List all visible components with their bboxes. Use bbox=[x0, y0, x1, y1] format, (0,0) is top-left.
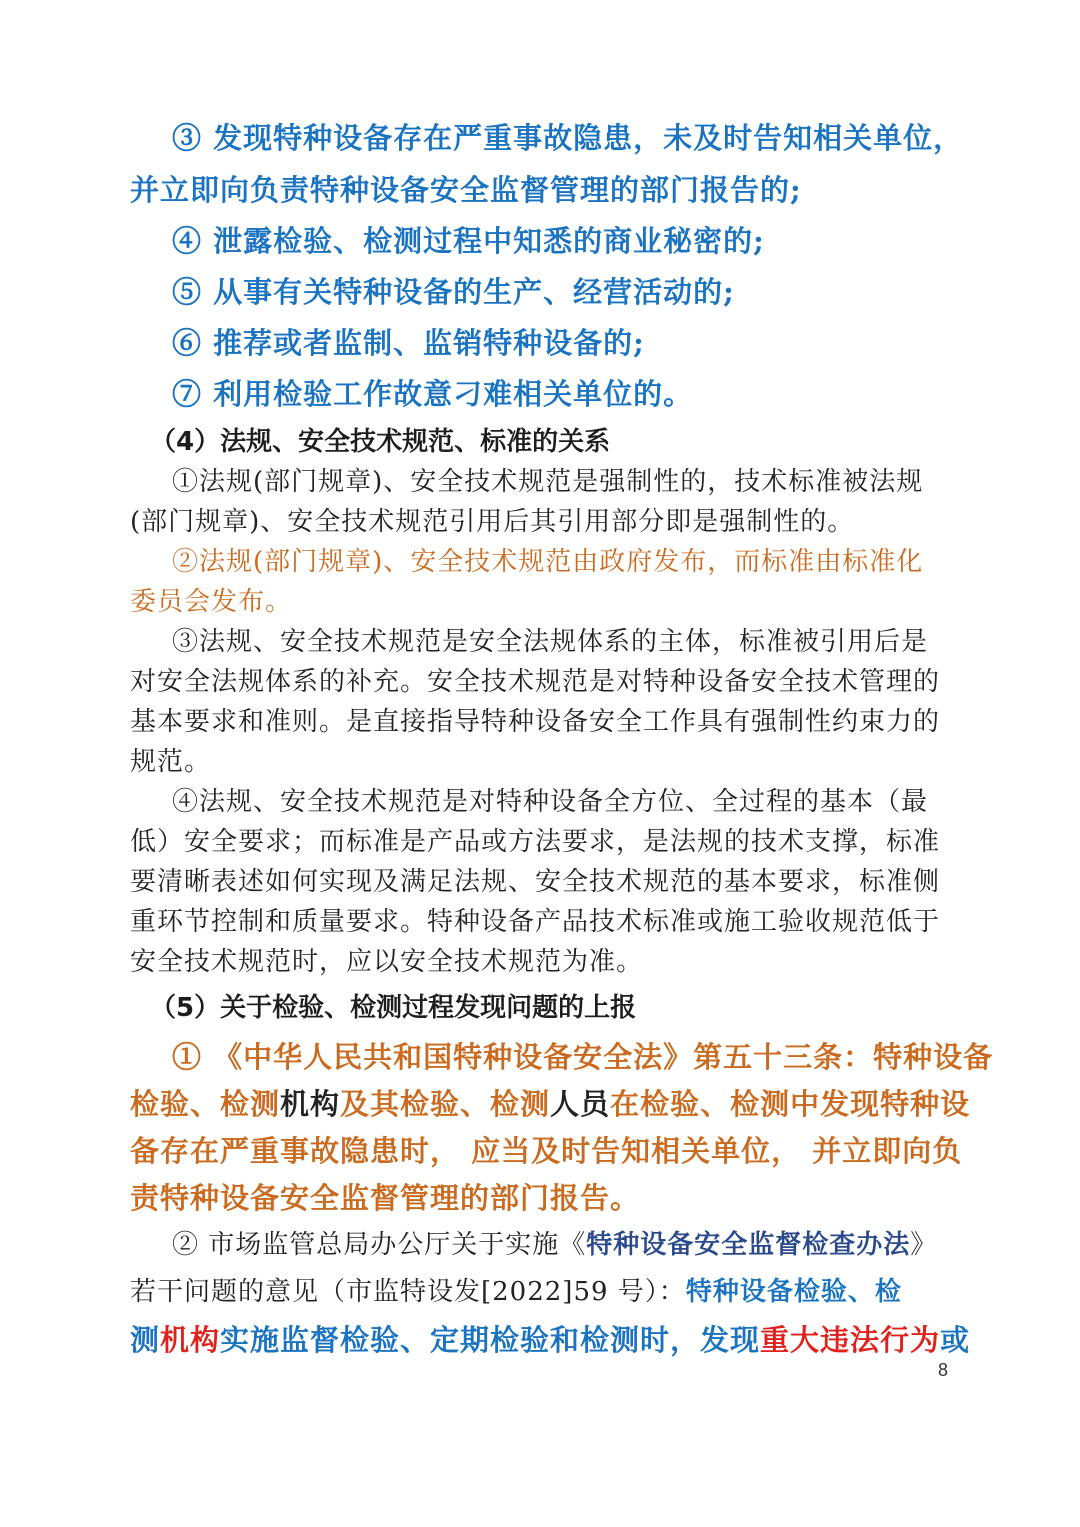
q2-doc-title: 特种设备安全监督检查办法 bbox=[586, 1230, 911, 1260]
s4-p3-line1: ③法规、安全技术规范是安全法规体系的主体，标准被引用后是 bbox=[172, 627, 929, 657]
s5-q2-line1 bbox=[172, 1224, 937, 1261]
s5-q2-line3 bbox=[130, 1318, 970, 1359]
q2-text-j: 或 bbox=[940, 1323, 971, 1357]
item-4: ④ 泄露检验、检测过程中知悉的商业秘密的; bbox=[172, 224, 765, 258]
s4-p4-line4: 重环节控制和质量要求。特种设备产品技术标准或施工验收规范低于 bbox=[130, 907, 941, 937]
q2-text-h: 实施监督检验、定期检验和检测时，发现 bbox=[220, 1323, 761, 1357]
q1-text-b: 机构 bbox=[280, 1087, 341, 1121]
q2-text-f: 测 bbox=[130, 1323, 161, 1357]
s4-p1-line1: ①法规(部门规章)、安全技术规范是强制性的，技术标准被法规 bbox=[172, 467, 924, 497]
q2-text-e: 特种设备检验、检 bbox=[685, 1277, 902, 1307]
s4-p3-line4: 规范。 bbox=[130, 747, 212, 777]
q2-text-c: 》 bbox=[910, 1230, 938, 1260]
s5-q1-line3: 备存在严重事故隐患时， 应当及时告知相关单位， 并立即向负 bbox=[130, 1134, 963, 1168]
q2-text-i: 重大违法行为 bbox=[760, 1323, 941, 1357]
page-number: 8 bbox=[938, 1360, 949, 1380]
section-5-heading: （5）关于检验、检测过程发现问题的上报 bbox=[150, 993, 637, 1023]
s5-q1-line4: 责特种设备安全监督管理的部门报告。 bbox=[130, 1181, 641, 1215]
q1-text-e: 在检验、检测中发现特种设 bbox=[610, 1087, 971, 1121]
q2-text-g: 机构 bbox=[160, 1323, 221, 1357]
s4-p4-line3: 要清晰表述如何实现及满足法规、安全技术规范的基本要求，标准侧 bbox=[130, 867, 941, 897]
s4-p2-line2: 委员会发布。 bbox=[130, 587, 293, 617]
q1-text-d: 人员 bbox=[550, 1087, 611, 1121]
item-7: ⑦ 利用检验工作故意刁难相关单位的。 bbox=[172, 377, 694, 411]
item-5: ⑤ 从事有关特种设备的生产、经营活动的; bbox=[172, 275, 735, 309]
q1-text-c: 及其检验、检测 bbox=[340, 1087, 551, 1121]
q2-text-a: ② 市场监管总局办公厅关于实施《 bbox=[172, 1230, 587, 1260]
s4-p3-line3: 基本要求和准则。是直接指导特种设备安全工作具有强制性约束力的 bbox=[130, 707, 941, 737]
item-3-line2: 并立即向负责特种设备安全监督管理的部门报告的; bbox=[130, 173, 802, 207]
s5-q1-line1: ① 《中华人民共和国特种设备安全法》第五十三条：特种设备 bbox=[172, 1040, 994, 1074]
s4-p4-line1: ④法规、安全技术规范是对特种设备全方位、全过程的基本（最 bbox=[172, 787, 929, 817]
q2-text-d: 若干问题的意见（市监特设发[2022]59 号）： bbox=[130, 1277, 686, 1307]
q1-text-a: 检验、检测 bbox=[130, 1087, 281, 1121]
s4-p1-line2: (部门规章)、安全技术规范引用后其引用部分即是强制性的。 bbox=[130, 507, 855, 537]
s4-p3-line2: 对安全法规体系的补充。安全技术规范是对特种设备安全技术管理的 bbox=[130, 667, 941, 697]
item-6: ⑥ 推荐或者监制、监销特种设备的; bbox=[172, 326, 645, 360]
s5-q1-line2 bbox=[130, 1082, 970, 1123]
s4-p2-line1: ②法规(部门规章)、安全技术规范由政府发布，而标准由标准化 bbox=[172, 547, 924, 577]
s4-p4-line5: 安全技术规范时，应以安全技术规范为准。 bbox=[130, 947, 644, 977]
s5-q2-line2 bbox=[130, 1271, 902, 1308]
s4-p4-line2: 低）安全要求；而标准是产品或方法要求，是法规的技术支撑，标准 bbox=[130, 827, 941, 857]
item-3-line1: ③ 发现特种设备存在严重事故隐患，未及时告知相关单位， bbox=[172, 121, 964, 155]
section-4-heading: （4）法规、安全技术规范、标准的关系 bbox=[150, 427, 611, 457]
